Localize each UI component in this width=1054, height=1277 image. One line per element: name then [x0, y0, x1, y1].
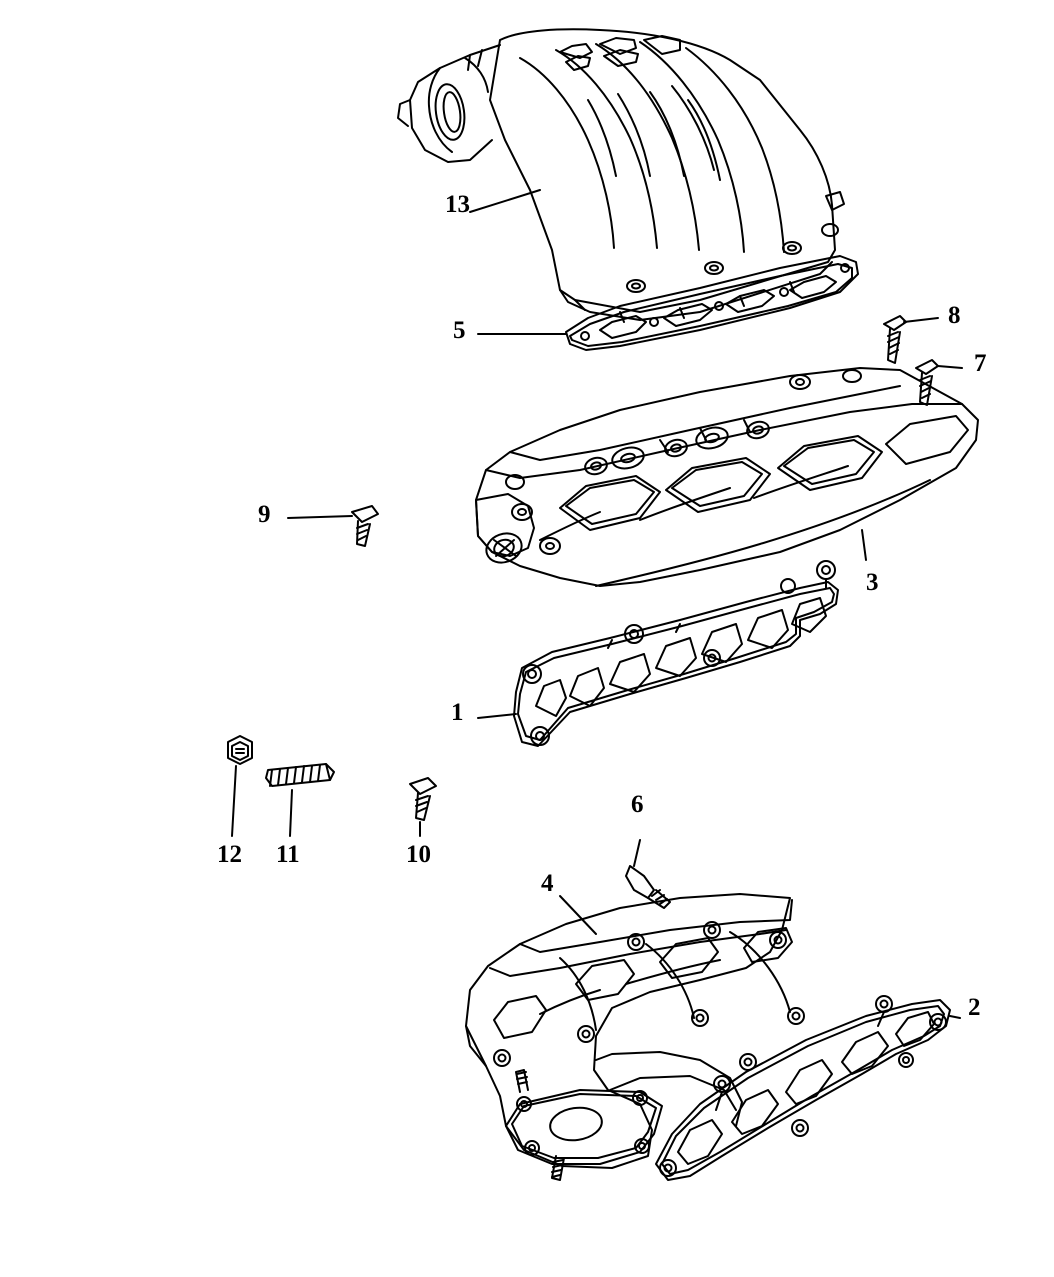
stud-7: [916, 360, 938, 405]
leader-line-11: [290, 790, 292, 836]
exhaust-manifold-gasket: [656, 996, 950, 1180]
callout-9: 9: [258, 501, 271, 528]
callout-11: 11: [276, 841, 300, 868]
leader-line-1: [478, 714, 516, 718]
callout-12: 12: [217, 841, 242, 868]
callout-2: 2: [968, 994, 981, 1021]
screw-9: [352, 506, 378, 546]
callout-7: 7: [974, 350, 987, 377]
callout-10: 10: [406, 841, 431, 868]
stud-11: [266, 764, 334, 786]
leader-line-4: [560, 896, 596, 934]
leader-line-13: [470, 190, 540, 212]
bolt-10: [410, 778, 436, 820]
callout-3: 3: [866, 569, 879, 596]
leader-line-7: [938, 366, 962, 368]
callout-5: 5: [453, 317, 466, 344]
callout-13: 13: [445, 191, 470, 218]
leader-line-6: [634, 840, 640, 866]
stud-8: [884, 316, 906, 363]
intake-manifold-gasket: [514, 561, 838, 746]
callout-6: 6: [631, 791, 644, 818]
callout-4: 4: [541, 870, 554, 897]
callout-8: 8: [948, 302, 961, 329]
nut-12: [228, 736, 252, 764]
upper-intake-manifold: [398, 29, 844, 322]
lower-intake-manifold: [476, 368, 978, 586]
leader-line-8: [904, 318, 938, 322]
callout-1: 1: [451, 699, 464, 726]
leader-line-3: [862, 530, 866, 560]
leader-line-2: [950, 1016, 960, 1018]
leader-line-9: [288, 516, 352, 518]
leader-line-12: [232, 766, 236, 836]
